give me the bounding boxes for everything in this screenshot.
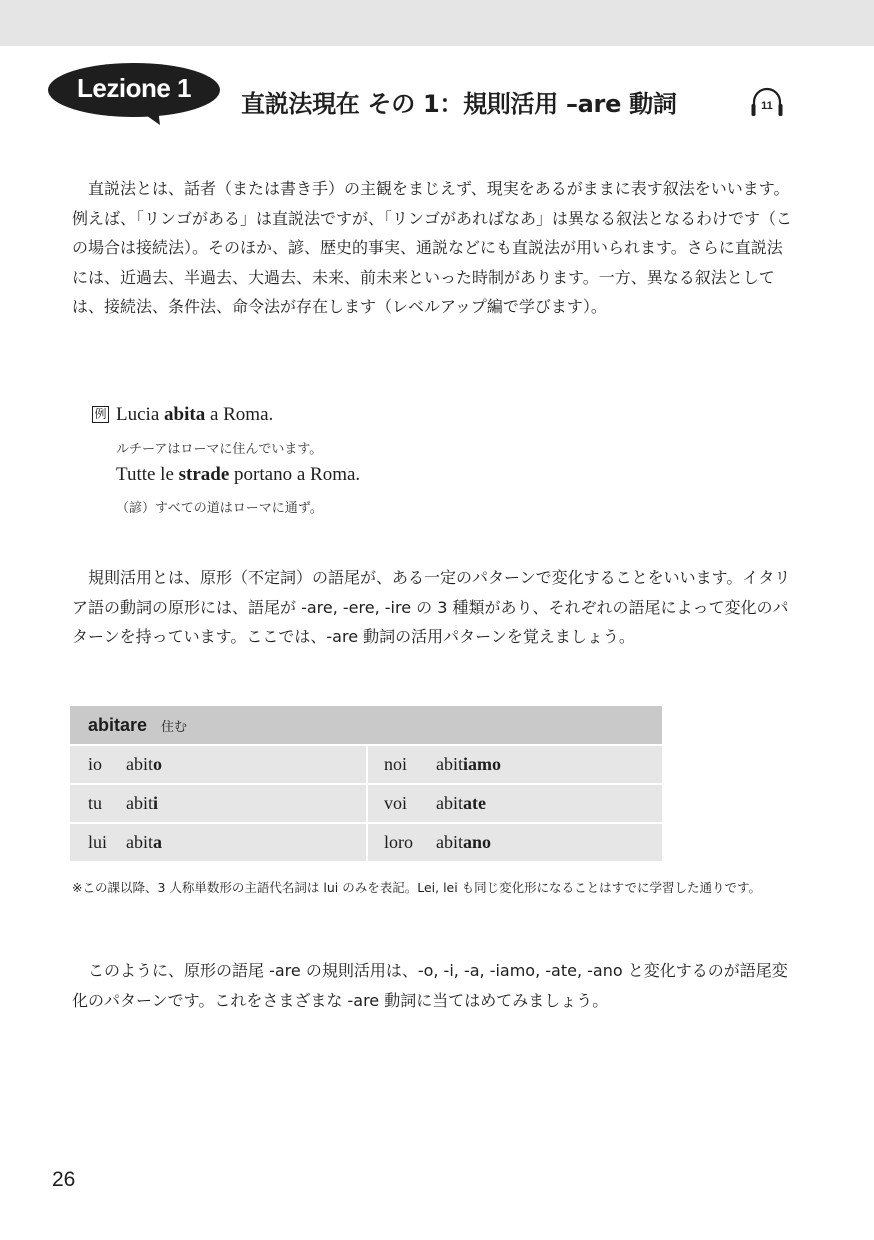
pronoun: loro bbox=[384, 832, 413, 852]
example-sentence bbox=[116, 404, 273, 426]
table-row bbox=[70, 784, 662, 823]
verb-stem: abit bbox=[436, 832, 463, 852]
verb-ending: a bbox=[153, 832, 162, 852]
lesson-title: 直説法現在 その 1：規則活用 –are 動詞 bbox=[241, 90, 677, 118]
table-footnote: ※この課以降、3 人称単数形の主語代名詞は lui のみを表記。Lei, lei も同じ変化形になることはすでに学習した通りです。 bbox=[72, 880, 762, 895]
example-marker: 例 bbox=[92, 406, 109, 423]
conjugation-verb-meaning: 住む bbox=[161, 719, 188, 735]
pronoun: tu bbox=[88, 793, 103, 813]
example-keyword: abita bbox=[164, 404, 206, 425]
lesson-badge bbox=[48, 63, 220, 125]
closing-paragraph: このように、原形の語尾 -are の規則活用は、-o, -i, -a, -iamo, -ate, -ano と変化するのが語尾変化のパターンです。これをさまざまな -are 動詞に当てはめてみましょう。 bbox=[72, 961, 788, 1010]
pronoun: voi bbox=[384, 793, 408, 813]
verb-stem: abit bbox=[126, 754, 153, 774]
example-translation: ルチーアはローマに住んでいます。 bbox=[116, 442, 323, 457]
verb-stem: abit bbox=[126, 793, 153, 813]
verb-ending: iamo bbox=[463, 754, 501, 774]
conjugation-cell bbox=[70, 745, 367, 784]
verb-ending: i bbox=[153, 793, 159, 813]
audio-track-number: 11 bbox=[761, 100, 773, 112]
example-text: Tutte le bbox=[116, 464, 179, 485]
verb-stem: abit bbox=[126, 832, 153, 852]
verb-stem: abit bbox=[436, 793, 463, 813]
conjugation-cell bbox=[70, 823, 367, 861]
verb-stem: abit bbox=[436, 754, 463, 774]
pronoun: lui bbox=[88, 832, 108, 852]
pronoun: io bbox=[88, 754, 103, 774]
lesson-badge-label: Lezione 1 bbox=[77, 73, 191, 103]
table-row bbox=[70, 745, 662, 784]
page-number: 26 bbox=[52, 1168, 76, 1191]
conjugation-verb: abitare bbox=[88, 714, 148, 735]
verb-ending: o bbox=[153, 754, 162, 774]
conjugation-cell bbox=[367, 745, 662, 784]
conjugation-cell bbox=[70, 784, 367, 823]
example-text: portano a Roma. bbox=[229, 464, 361, 485]
example-translation: （諺）すべての道はローマに通ず。 bbox=[116, 501, 323, 516]
example-text: a Roma. bbox=[205, 404, 274, 425]
pronoun: noi bbox=[384, 754, 408, 774]
example-keyword: strade bbox=[178, 464, 230, 485]
verb-ending: ano bbox=[463, 832, 492, 852]
example-text: Lucia bbox=[116, 404, 165, 425]
conjugation-table-header bbox=[70, 706, 662, 745]
top-band bbox=[0, 0, 874, 46]
verb-ending: ate bbox=[463, 793, 486, 813]
example-sentence bbox=[116, 464, 360, 486]
intro-paragraph: 直説法とは、話者（または書き手）の主観をまじえず、現実をあるがままに表す叙法をいいます。例えば、「リンゴがある」は直説法ですが、「リンゴがあればなあ」は異なる叙法となるわけです（この場合は接続法）。そのほか、諺、歴史的事実、通説などにも直説法が用いられます。さらに直説法には、近過去、半過去、大過去、未来、前未来といった時制があります。一方、異なる叙法としては、接続法、条件法、命令法が存在します（レベルアップ編で学びます）。 bbox=[72, 179, 793, 316]
conjugation-verb-cell bbox=[70, 706, 662, 745]
audio-track[interactable] bbox=[750, 86, 784, 118]
conjugation-cell bbox=[367, 823, 662, 861]
table-row bbox=[70, 823, 662, 861]
conjugation-cell bbox=[367, 784, 662, 823]
regular-conjugation-paragraph: 規則活用とは、原形（不定詞）の語尾が、ある一定のパターンで変化することをいいます。イタリア語の動詞の原形には、語尾が -are, -ere, -ire の 3 種類があり、それぞれの語尾によって変化のパターンを持っています。ここでは、-are 動詞の活用パターンを覚えましょう。 bbox=[72, 568, 791, 646]
conjugation-table bbox=[70, 706, 662, 861]
